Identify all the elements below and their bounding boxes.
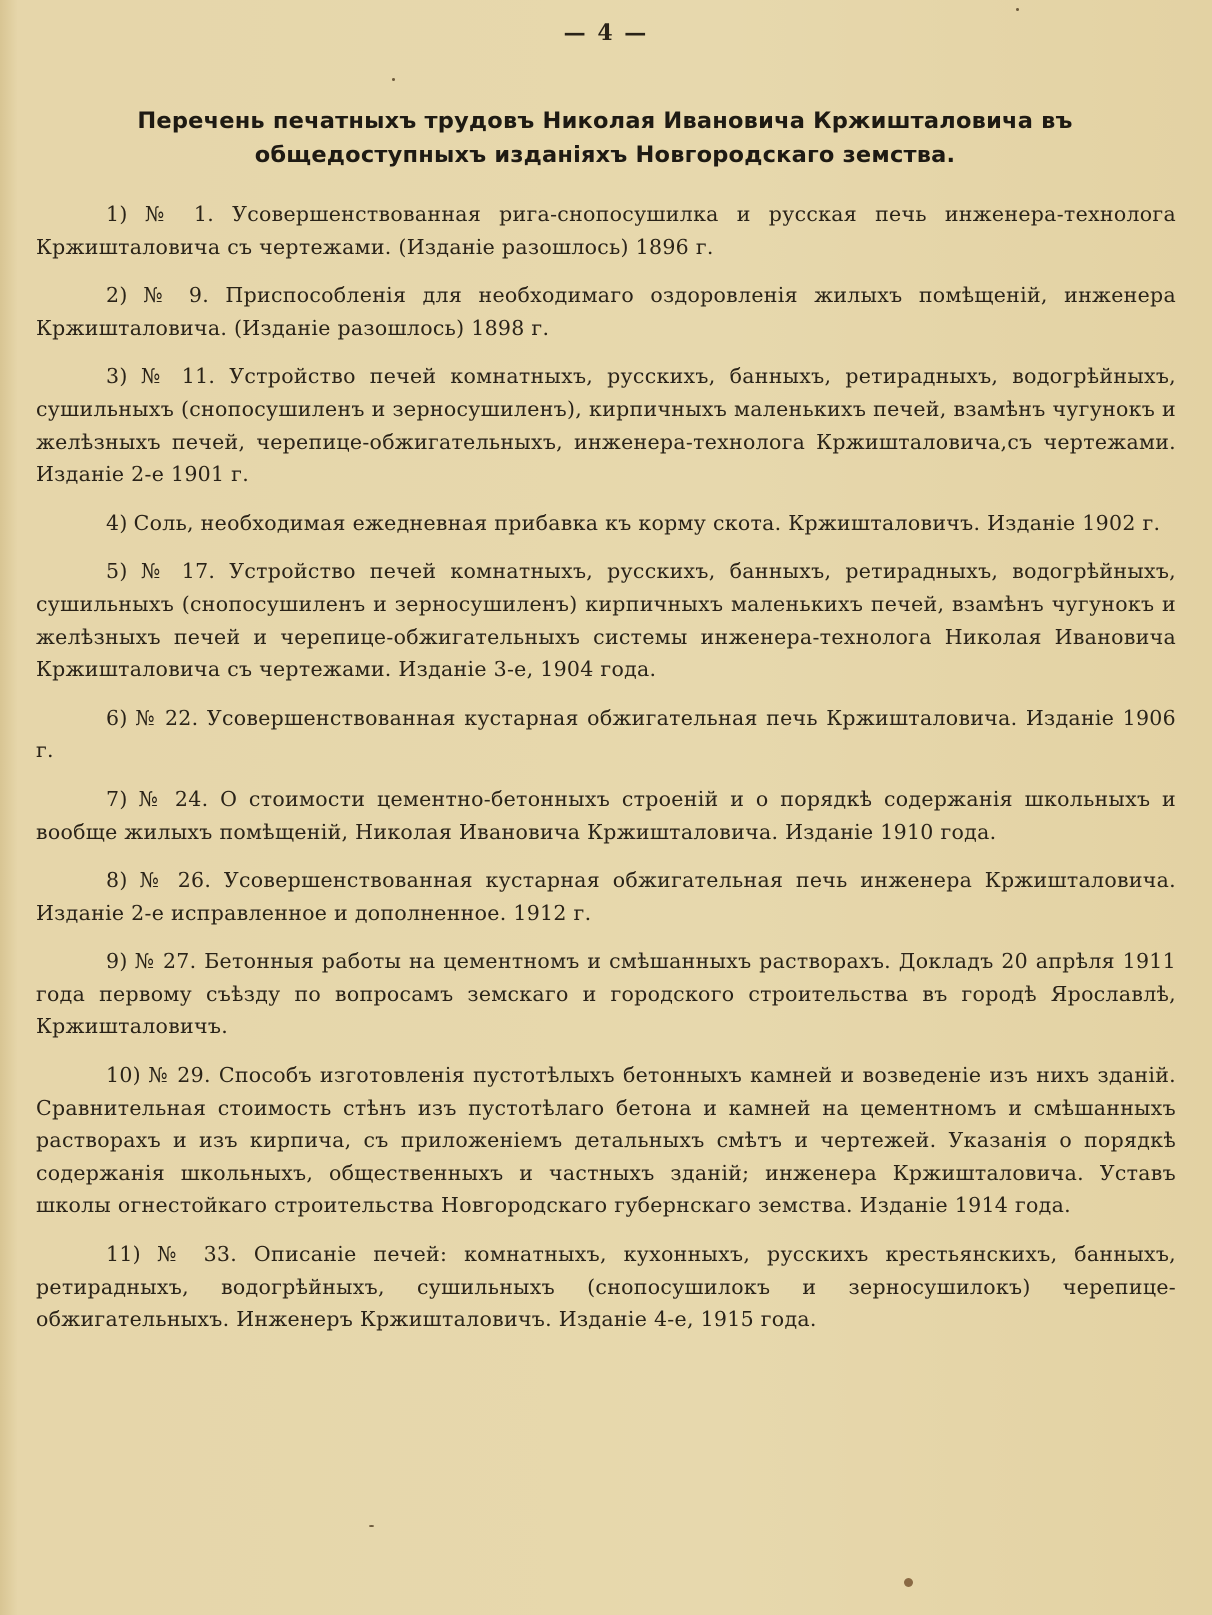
item-number: 7) [106,786,128,811]
item-number: 5) [106,559,128,584]
list-item [36,555,1176,685]
item-text: № 17. Устройство печей комнатныхъ, русскихъ, банныхъ, ретирадныхъ, водогрѣйныхъ, сушильныхъ (снопосушиленъ и зерносушиленъ) кирпичныхъ маленькихъ печей, взамѣнъ чугунокъ и желѣзныхъ печей и черепице-обжигательныхъ системы инженера-технолога Николая Ивановича Кржишталовича съ чертежами. Изданіе 3-е, 1904 года. [36,559,1176,682]
list-item [36,783,1176,848]
item-text: № 24. О стоимости цементно-бетонныхъ строеній и о порядкѣ содержанія школьныхъ и вообще жилыхъ помѣщеній, Николая Ивановича Кржишталовича. Изданіе 1910 года. [36,786,1176,844]
item-text: № 27. Бетонныя работы на цементномъ и смѣшанныхъ растворахъ. Докладъ 20 апрѣля 1911 года первому съѣзду по вопросамъ земскаго и городского строительства въ городѣ Ярославлѣ, Кржишталовичъ. [36,949,1176,1039]
item-text: № 22. Усовершенствованная кустарная обжигательная печь Кржишталовича. Изданіе 1906 г. [36,705,1176,763]
item-number: 1) [106,202,128,226]
list-item [36,1059,1176,1222]
paper-speck [369,1525,374,1527]
item-number: 9) [106,949,128,974]
paper-speck [392,78,395,81]
item-text: Соль, необходимая ежедневная прибавка къ корму скота. Кржишталовичъ. Изданіе 1902 г. [133,510,1161,535]
list-item [36,360,1176,490]
item-text: № 29. Способъ изготовленія пустотѣлыхъ бетонныхъ камней и возведеніе изъ нихъ зданій. Сравнительная стоимость стѣнъ изъ пустотѣлаго бетона и камней на цементномъ и смѣшанныхъ растворахъ и изъ кирпича, съ приложеніемъ детальныхъ смѣтъ и чертежей. Указанія о порядкѣ содержанія школьныхъ, общественныхъ и частныхъ зданій; инженера Кржишталовича. Уставъ школы огнестойкаго строительства Новгородскаго губернскаго земства. Изданіе 1914 года. [36,1063,1176,1218]
page-number: — 4 — [563,20,649,46]
item-text: № 33. Описаніе печей: комнатныхъ, кухонныхъ, русскихъ крестьянскихъ, банныхъ, ретирадныхъ, водогрѣйныхъ, сушильныхъ (снопосушилокъ и зерносушилокъ) черепице-обжигательныхъ. Инженеръ Кржишталовичъ. Изданіе 4-е, 1915 года. [36,1242,1176,1332]
list-item [36,702,1176,767]
paper-speck [1016,8,1019,11]
item-number: 8) [106,868,128,893]
list-item [36,507,1176,540]
list-item [36,864,1176,929]
item-number: 2) [106,283,128,308]
list-item [36,279,1176,344]
publication-list [36,198,1176,1352]
item-number: 3) [106,364,128,389]
paper-speck [904,1578,913,1587]
item-number: 10) [106,1063,141,1088]
list-item [36,198,1176,263]
item-text: № 1. Усовершенствованная рига-снопосушилка и русская печь инженера-технолога Кржишталовича съ чертежами. (Изданіе разошлось) 1896 г. [36,202,1176,259]
item-text: № 9. Приспособленія для необходимаго оздоровленія жилыхъ помѣщеній, инженера Кржишталовича. (Изданіе разошлось) 1898 г. [36,283,1176,340]
item-number: 11) [106,1242,141,1267]
list-item [36,1238,1176,1336]
item-number: 4) [106,510,128,535]
item-number: 6) [106,705,128,730]
list-item [36,945,1176,1043]
page-title: Перечень печатныхъ трудовъ Николая Ивановича Кржишталовича въ общедоступныхъ изданіяхъ Новгородскаго земства. [137,108,1073,168]
item-text: № 26. Усовершенствованная кустарная обжигательная печь инженера Кржишталовича. Изданіе 2-е исправленное и дополненное. 1912 г. [36,868,1176,925]
item-text: № 11. Устройство печей комнатныхъ, русскихъ, банныхъ, ретирадныхъ, водогрѣйныхъ, сушильныхъ (снопосушиленъ и зерносушиленъ), кирпичныхъ маленькихъ печей, взамѣнъ чугунокъ и желѣзныхъ печей, черепице-обжигательныхъ, инженера-технолога Кржишталовича,съ чертежами. Изданіе 2-е 1901 г. [36,364,1176,487]
